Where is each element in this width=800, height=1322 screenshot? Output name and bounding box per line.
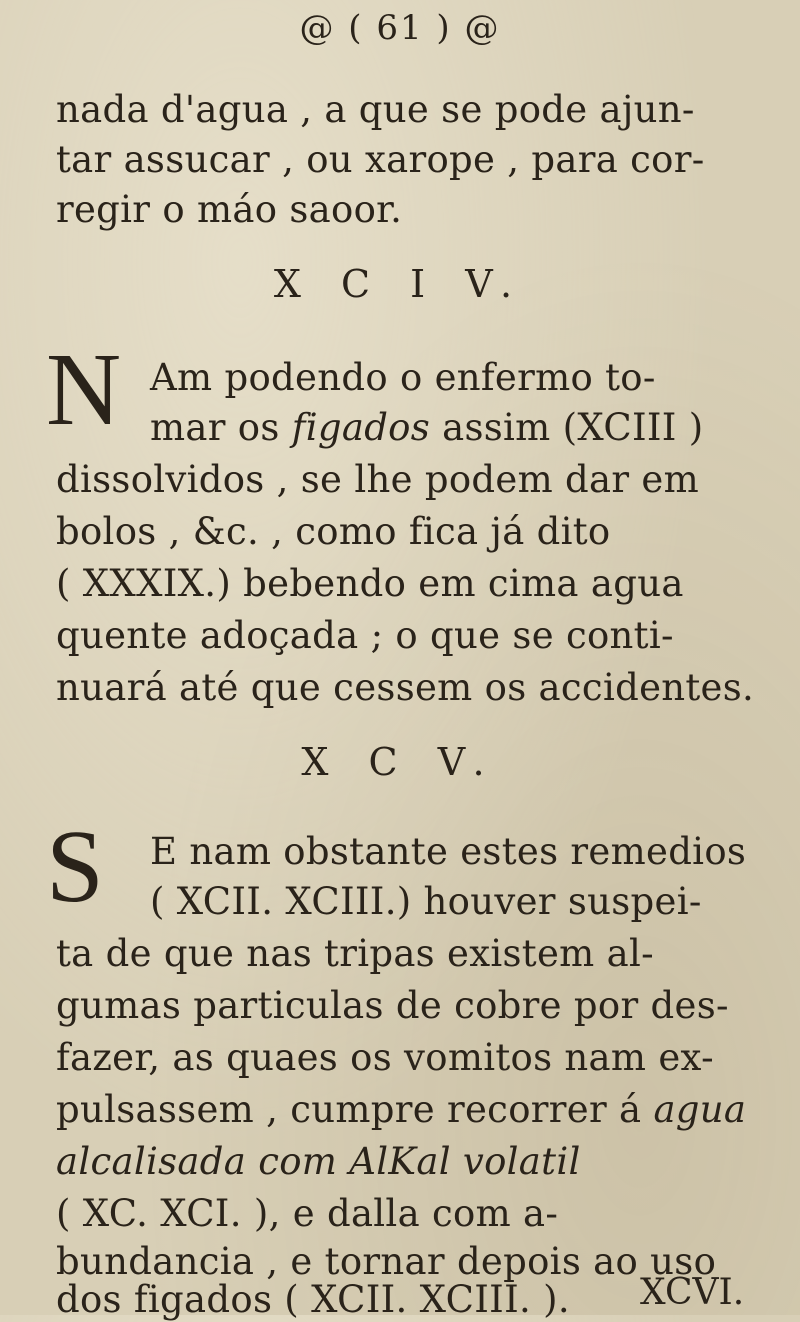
drop-cap-n: N — [46, 332, 122, 447]
text-line: nada d'agua , a que se pode ajun- — [56, 88, 695, 131]
text-line: ta de que nas tripas existem al- — [56, 932, 654, 975]
text-line: gumas particulas de cobre por des- — [56, 984, 729, 1027]
italic-word: figados — [291, 406, 431, 449]
text-line-italic: alcalisada com AlKal volatil — [56, 1140, 581, 1183]
text-line: dos figados ( XCII. XCIII. ). — [56, 1278, 570, 1321]
text-line: tar assucar , ou xarope , para cor- — [56, 138, 705, 181]
text-line: ( XC. XCI. ), e dalla com a- — [56, 1192, 559, 1235]
section-heading-94: X C I V. — [273, 262, 527, 306]
text-line: bolos , &c. , como fica já dito — [56, 510, 611, 553]
text-line: ( XXXIX.) bebendo em cima agua — [56, 562, 684, 605]
text-line: nuará até que cessem os accidentes. — [56, 666, 755, 709]
text-line: quente adoçada ; o que se conti- — [56, 614, 674, 657]
page-header: @ ( 61 ) @ — [299, 8, 501, 48]
drop-cap-s: S — [46, 809, 104, 924]
italic-word: agua — [653, 1088, 747, 1131]
text-line: E nam obstante estes remedios — [150, 830, 747, 873]
catchword: XCVI. — [640, 1272, 745, 1313]
text-line: mar os figados assim (XCIII ) — [150, 406, 704, 449]
text-line: pulsassem , cumpre recorrer á agua — [56, 1088, 747, 1131]
text-line: bundancia , e tornar depois ao uso — [56, 1240, 717, 1283]
text-line: regir o máo saoor. — [56, 188, 403, 231]
text-line: ( XCII. XCIII.) houver suspei- — [150, 880, 702, 923]
section-heading-95: X C V. — [301, 740, 499, 784]
text-line: fazer, as quaes os vomitos nam ex- — [56, 1036, 714, 1079]
text-line: dissolvidos , se lhe podem dar em — [56, 458, 700, 501]
text-line: Am podendo o enfermo to- — [150, 356, 656, 399]
